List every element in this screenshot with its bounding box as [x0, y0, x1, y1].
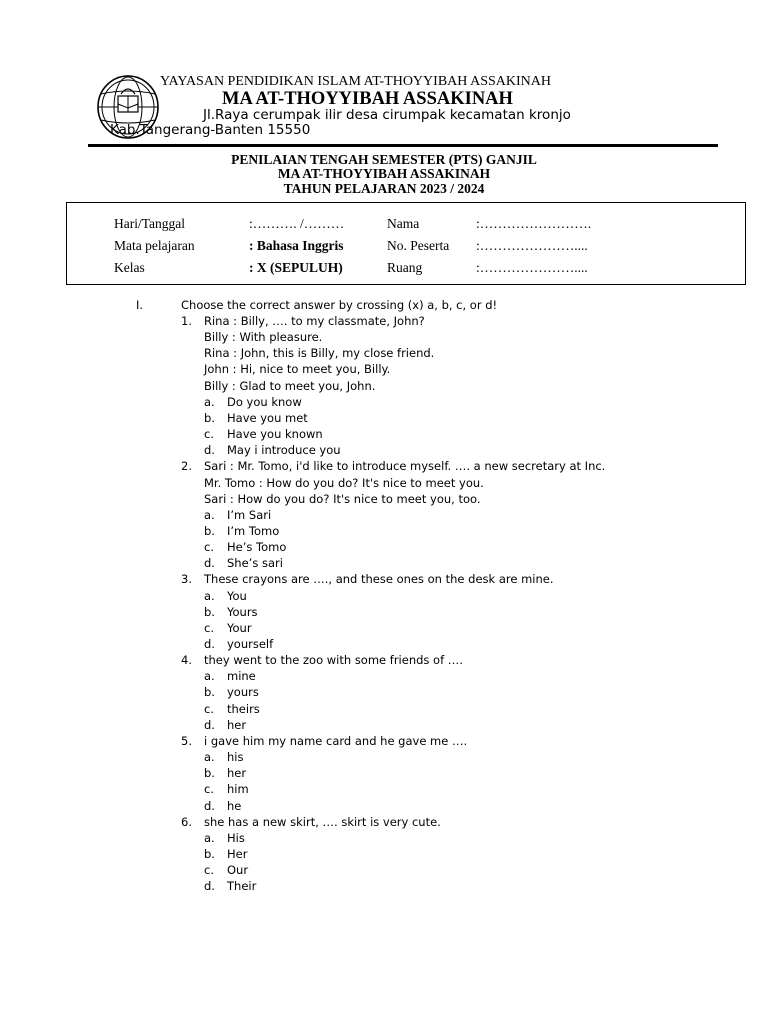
number-label: No. Peserta: [387, 238, 450, 253]
option-letter: c.: [204, 427, 214, 441]
room-value: :…………………....: [476, 260, 588, 275]
option-letter: b.: [204, 604, 215, 619]
question-text: i gave him my name card and he gave me ….: [204, 733, 468, 748]
option-text: theirs: [227, 701, 260, 716]
question-text: Sari : Mr. Tomo, i'd like to introduce myself. …. a new secretary at Inc.: [204, 459, 606, 474]
option-text: mine: [227, 669, 256, 684]
option-letter: a.: [204, 588, 215, 603]
number-value: :…………………....: [476, 238, 588, 253]
option-text: I’m Sari: [227, 507, 272, 522]
header-divider: [88, 144, 718, 147]
question-number: 1.: [181, 314, 192, 328]
option-letter: a.: [204, 830, 215, 845]
subject-value: : Bahasa Inggris: [249, 238, 344, 253]
option-letter: c.: [204, 540, 214, 555]
exam-title-line-1: PENILAIAN TENGAH SEMESTER (PTS) GANJIL: [231, 152, 537, 167]
name-value: :…………………….: [476, 216, 592, 231]
question-number: 4.: [181, 653, 192, 668]
option-letter: d.: [204, 879, 215, 894]
option-text: yours: [227, 685, 259, 700]
section-instruction: Choose the correct answer by crossing (x) a, b, c, or d!: [181, 298, 498, 312]
option-letter: d.: [204, 717, 215, 732]
option-text: yourself: [227, 637, 274, 651]
question-text: they went to the zoo with some friends of ….: [204, 653, 463, 668]
question-number: 3.: [181, 572, 192, 587]
room-label: Ruang: [387, 260, 423, 275]
school-name: MA AT-THOYYIBAH ASSAKINAH: [222, 89, 513, 109]
option-text: Do you know: [227, 394, 302, 409]
option-letter: c.: [204, 782, 214, 797]
option-text: Have you met: [227, 410, 308, 425]
day-label: Hari/Tanggal: [114, 216, 186, 231]
option-text: Have you known: [227, 427, 323, 441]
option-text: You: [227, 588, 247, 603]
option-text: Your: [227, 620, 252, 635]
question-text: Sari : How do you do? It's nice to meet you, too.: [204, 491, 481, 506]
option-text: May i introduce you: [227, 443, 341, 458]
option-text: His: [227, 830, 245, 845]
address-line-1: Jl.Raya cerumpak ilir desa cirumpak kecamatan kronjo: [203, 107, 571, 123]
class-value: : X (SEPULUH): [249, 260, 343, 275]
option-text: Yours: [227, 604, 258, 619]
question-text: John : Hi, nice to meet you, Billy.: [204, 362, 391, 377]
question-number: 6.: [181, 814, 192, 829]
option-letter: c.: [204, 701, 214, 716]
exam-title-line-2: MA AT-THOYYIBAH ASSAKINAH: [277, 166, 491, 181]
question-text: Billy : Glad to meet you, John.: [204, 378, 376, 393]
option-letter: d.: [204, 443, 215, 458]
option-letter: d.: [204, 798, 215, 813]
question-number: 2.: [181, 459, 192, 474]
option-letter: b.: [204, 685, 215, 700]
day-value: :………. /………: [249, 216, 345, 231]
option-letter: b.: [204, 410, 215, 425]
option-text: Their: [227, 879, 257, 894]
address-line-2: Kab.Tangerang-Banten 15550: [110, 122, 311, 138]
exam-title-line-3: TAHUN PELAJARAN 2023 / 2024: [283, 181, 485, 196]
option-text: him: [227, 782, 249, 797]
identity-box: [66, 202, 746, 285]
option-letter: a.: [204, 750, 215, 764]
question-text: These crayons are …., and these ones on the desk are mine.: [204, 572, 554, 587]
option-text: her: [227, 717, 247, 732]
option-text: She’s sari: [227, 556, 283, 571]
option-text: He’s Tomo: [227, 540, 287, 555]
question-text: Billy : With pleasure.: [204, 330, 323, 345]
option-letter: a.: [204, 394, 215, 409]
option-letter: c.: [204, 863, 214, 878]
option-text: Her: [227, 846, 248, 861]
subject-label: Mata pelajaran: [114, 238, 195, 253]
question-text: Rina : Billy, …. to my classmate, John?: [204, 314, 425, 328]
question-text: Mr. Tomo : How do you do? It's nice to meet you.: [204, 475, 484, 490]
option-text: her: [227, 766, 247, 781]
question-number: 5.: [181, 733, 192, 748]
option-letter: a.: [204, 507, 215, 522]
option-letter: d.: [204, 637, 215, 651]
question-text: Rina : John, this is Billy, my close friend.: [204, 346, 435, 361]
section-numeral: I.: [136, 298, 144, 312]
option-letter: a.: [204, 669, 215, 684]
class-label: Kelas: [114, 260, 145, 275]
option-letter: b.: [204, 766, 215, 781]
option-text: Our: [227, 863, 249, 878]
question-text: she has a new skirt, …. skirt is very cute.: [204, 814, 441, 829]
option-letter: b.: [204, 846, 215, 861]
name-label: Nama: [387, 216, 420, 231]
option-letter: d.: [204, 556, 215, 571]
option-text: he: [227, 798, 242, 813]
option-text: I’m Tomo: [227, 523, 280, 538]
foundation-name: YAYASAN PENDIDIKAN ISLAM AT-THOYYIBAH ASSAKINAH: [160, 74, 551, 89]
option-text: his: [227, 750, 244, 764]
option-letter: c.: [204, 620, 214, 635]
option-letter: b.: [204, 523, 215, 538]
